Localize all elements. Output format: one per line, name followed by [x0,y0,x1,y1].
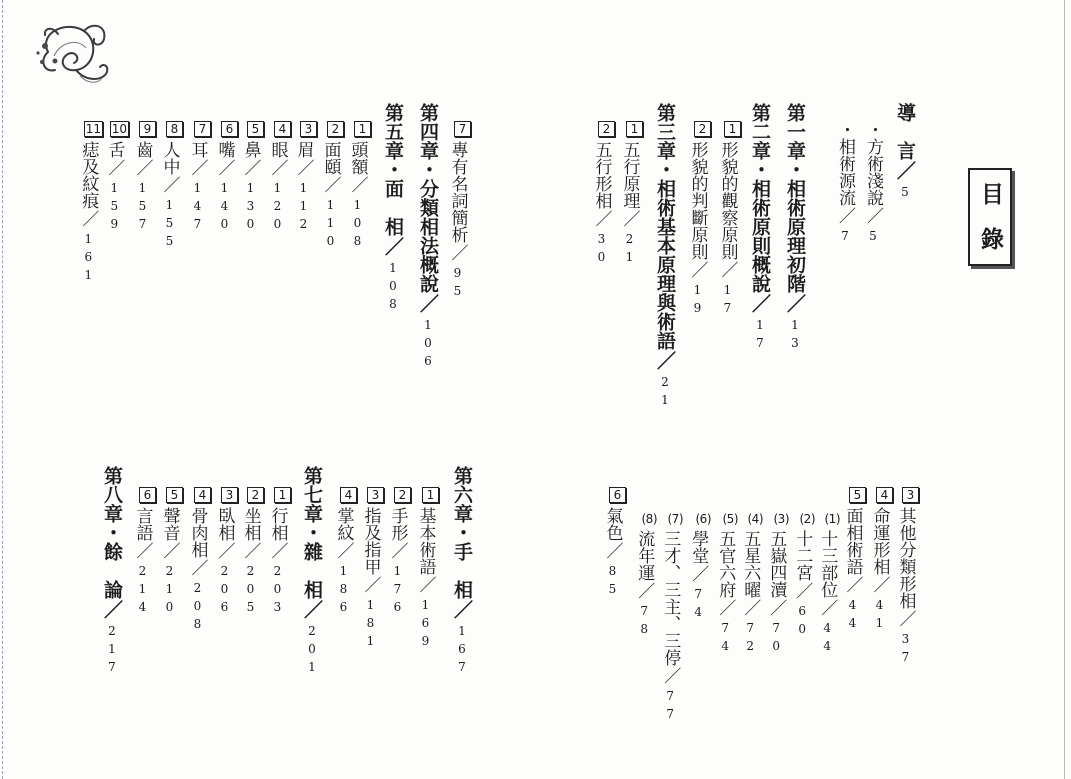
toc-item-number-box: 8 [166,121,183,137]
toc-page-number: 201 [305,624,319,678]
toc-separator: ／ [240,542,261,559]
toc-item-number-box: 9 [139,121,156,137]
toc-separator: ／ [784,294,806,313]
toc-separator: ／ [654,351,676,370]
toc-item-number-box: 4 [340,487,357,503]
toc-entry-title: 流年運 [634,530,655,581]
toc-separator: ／ [447,244,468,261]
toc-item-number-box: 5 [247,121,264,137]
toc-separator: ／ [415,576,436,593]
toc-separator: ／ [159,542,180,559]
toc-entry-title: 三才、三主、三停 [660,530,681,666]
toc-separator: ／ [817,599,838,616]
toc-separator: ／ [417,294,439,313]
toc-item-number-box: 2 [247,487,264,503]
toc-page-number: 214 [135,564,150,618]
toc-page-number: 181 [363,598,378,652]
toc-item-number-box: 2 [327,121,344,137]
toc-page-number: 44 [820,621,835,657]
toc-entry-title: 五嶽四瀆 [766,530,787,598]
toc-page-number: 108 [386,261,400,315]
toc-item-number-box: 1 [422,487,439,503]
toc-entry-title: 手形 [387,507,408,541]
toc-separator: ／ [634,582,655,599]
toc-entry-title: 氣色 [602,507,623,541]
toc-entry-title: 掌紋 [333,507,354,541]
toc-page-number: 74 [718,621,733,657]
toc-entry-title: 指及指甲 [360,507,381,575]
toc-entry [269,487,291,618]
toc-separator: ／ [78,210,99,227]
toc-page-number: 77 [663,689,678,725]
toc-chapter-heading [299,466,325,678]
toc-separator: ／ [187,159,208,176]
toc-item-number-box: 3 [367,487,384,503]
toc-separator: ／ [894,161,916,180]
toc-entry [189,487,211,635]
toc-bullet: ・ [835,121,855,138]
toc-entry-title: 鼻 [240,141,261,158]
toc-page-number: 106 [421,318,435,372]
toc-entry-title: 面相術語 [842,507,863,575]
toc-separator: ／ [715,599,736,616]
toc-page-number: 147 [190,181,205,235]
toc-entry-title: 行相 [267,507,288,541]
toc-separator: ／ [740,599,761,616]
toc-chapter-title: 第六章・手 相 [451,466,473,599]
toc-page-number: 130 [243,181,258,235]
toc-subitem-number: (7) [667,512,683,526]
toc-page-number: 21 [658,375,672,411]
toc-entry [389,487,411,618]
toc-entry-title: 五行原理 [619,141,640,209]
toc-page-number: 176 [390,564,405,618]
toc-separator: ／ [863,207,883,224]
toc-separator: ／ [619,210,640,227]
toc-separator: ／ [766,599,787,616]
toc-entry-title: 面頤 [320,141,341,175]
toc-item-number-box: 7 [194,121,211,137]
toc-subitem-number: (6) [695,512,711,526]
toc-separator: ／ [360,576,381,593]
toc-page-number: 44 [845,598,860,634]
toc-separator: ／ [132,159,153,176]
toc-separator: ／ [267,542,288,559]
toc-item-number-box: 6 [139,487,156,503]
toc-separator: ／ [591,210,612,227]
toc-entry-title: 聲音 [159,507,180,541]
toc-entry-title: 相術源流 [835,138,855,206]
toc-chapter-title: 導 言 [894,103,916,160]
toc-chapter-heading [449,466,475,678]
toc-item-number-box: 11 [85,122,101,136]
toc-entry-title: 方術淺說 [863,138,883,206]
toc-item-number-box: 4 [876,487,893,503]
toc-separator: ／ [267,159,288,176]
toc-page-number: 37 [898,632,913,668]
toc-page-number: 208 [190,581,205,635]
toc-page-number: 70 [769,621,784,657]
toc-separator: ／ [347,176,368,193]
toc-page-number: 72 [743,621,758,657]
toc-item-number-box: 6 [221,121,238,137]
toc-item-number-box: 7 [454,121,471,137]
toc-subitem-number: (2) [799,512,815,526]
toc-entry-title: 嘴 [214,141,235,158]
toc-entry [335,487,357,618]
toc-entry-title: 五行形相 [591,141,612,209]
toc-page-number: 60 [795,604,810,640]
toc-page-number: 120 [270,181,285,235]
toc-subitem-number: (5) [722,512,738,526]
toc-entry-title: 言語 [132,507,153,541]
toc-separator: ／ [895,610,916,627]
toc-page-number: 140 [217,181,232,235]
toc-item-number-box: 1 [354,121,371,137]
toc-page-number: 85 [605,564,620,600]
toc-separator: ／ [835,207,855,224]
toc-page-number: 161 [81,232,96,286]
toc-chapter-title: 第三章・相術基本原理與術語 [654,103,676,350]
toc-entry [242,487,264,618]
toc-subitem-number: (4) [747,512,763,526]
toc-entry [161,487,183,618]
toc-item-number-box: 1 [724,121,741,137]
toc-entry-title: 形貌的觀察原則 [717,141,738,260]
toc-item-number-box: 6 [609,487,626,503]
toc-separator: ／ [293,159,314,176]
toc-separator: ／ [159,176,180,193]
toc-entry-title: 基本術語 [415,507,436,575]
toc-separator: ／ [792,582,813,599]
toc-separator: ／ [320,176,341,193]
toc-page-number: 210 [162,564,177,618]
toc-page-number: 186 [336,564,351,618]
toc-chapter-title: 第五章・面 相 [382,103,404,236]
toc-chapter-title: 第八章・餘 論 [101,466,123,599]
toc-item-number-box: 4 [274,121,291,137]
toc-separator: ／ [717,261,738,278]
toc-page-number: 95 [450,266,465,302]
toc-entry-title: 齒 [132,141,153,158]
toc-page-number: 205 [243,564,258,618]
toc-page-number: 13 [788,318,802,354]
toc-entry-title: 頭額 [347,141,368,175]
toc-separator: ／ [214,542,235,559]
toc-page-number: 108 [350,198,365,252]
toc-separator: ／ [214,159,235,176]
toc-page-number: 157 [135,181,150,235]
toc-page-number: 169 [418,598,433,652]
toc-title: 目錄 [977,182,1003,272]
toc-bullet: ・ [863,121,883,138]
toc-page-number: 41 [872,598,887,634]
toc-entry-title: 舌 [104,141,125,158]
toc-separator: ／ [687,261,708,278]
toc-separator: ／ [301,600,323,619]
toc-entry-title: 學堂 [688,530,709,564]
toc-entry-title: 其他分類形相 [895,507,916,609]
toc-item-number-box: 3 [902,487,919,503]
toc-chapter-title: 第一章・相術原理初階 [784,103,806,293]
toc-page-number: 17 [753,318,767,354]
toc-chapter-title: 第二章・相術原則概說 [749,103,771,293]
toc-separator: ／ [187,559,208,576]
toc-page-number: 7 [838,229,852,247]
toc-subitem-number: (8) [641,512,657,526]
toc-item-number-box: 2 [598,121,615,137]
toc-separator: ／ [101,600,123,619]
toc-subitem-number: (3) [773,512,789,526]
toc-chapter-title: 第四章・分類相法概說 [417,103,439,293]
toc-entry [417,487,439,652]
toc-separator: ／ [387,542,408,559]
toc-entry-title: 形貌的判斷原則 [687,141,708,260]
toc-separator: ／ [132,542,153,559]
toc-page-number: 167 [455,624,469,678]
toc-page-number: 19 [690,283,705,319]
toc-separator: ／ [602,542,623,559]
toc-entry-title: 坐相 [240,507,261,541]
toc-entry-title: 臥相 [214,507,235,541]
toc-entry-title: 眉 [293,141,314,158]
toc-page-number: 21 [622,232,637,268]
toc-page-number: 110 [323,198,338,252]
toc-separator: ／ [333,542,354,559]
toc-page-number: 155 [162,198,177,252]
toc-page-number: 159 [107,181,122,235]
toc-entry-title: 骨肉相 [187,507,208,558]
toc-entry [362,487,384,652]
toc-chapter-heading [99,466,125,678]
toc-page-number: 203 [270,564,285,618]
toc-item-number-box: 2 [394,487,411,503]
toc-separator: ／ [240,159,261,176]
toc-chapter-title: 第七章・雜 相 [301,466,323,599]
toc-separator: ／ [382,237,404,256]
toc-separator: ／ [749,294,771,313]
toc-separator: ／ [869,576,890,593]
toc-page-number: 5 [898,185,912,203]
toc-item-number-box: 2 [694,121,711,137]
toc-separator: ／ [104,159,125,176]
toc-page-number: 5 [866,229,880,247]
toc-entry-title: 耳 [187,141,208,158]
toc-entry-title: 痣及紋痕 [78,141,99,209]
toc-item-number-box: 3 [221,487,238,503]
toc-page-number: 217 [105,624,119,678]
toc-page-number: 74 [691,587,706,623]
toc-entry [134,487,156,618]
toc-page-number: 30 [594,232,609,268]
toc-entry-title: 十二宮 [792,530,813,581]
toc-entry-title: 人中 [159,141,180,175]
toc-entry [216,487,238,618]
toc-entry-title: 五官六府 [715,530,736,598]
toc-page-number: 78 [637,604,652,640]
toc-entry-title: 命運形相 [869,507,890,575]
toc-entry-title: 五星六曜 [740,530,761,598]
toc-entry-title: 專有名詞簡析 [447,141,468,243]
toc-item-number-box: 10 [111,122,127,136]
toc-separator: ／ [842,576,863,593]
toc-page-number: 206 [217,564,232,618]
toc-item-number-box: 5 [166,487,183,503]
toc-page-number: 112 [296,181,311,235]
toc-separator: ／ [451,600,473,619]
toc-item-number-box: 3 [300,121,317,137]
toc-separator: ／ [688,565,709,582]
toc-entry-title: 十三部位 [817,530,838,598]
toc-item-number-box: 1 [626,121,643,137]
toc-page-number: 17 [720,283,735,319]
toc-entry-title: 眼 [267,141,288,158]
toc-separator: ／ [660,667,681,684]
toc-subitem-number: (1) [824,512,840,526]
toc-item-number-box: 1 [274,487,291,503]
toc-item-number-box: 5 [849,487,866,503]
toc-item-number-box: 4 [194,487,211,503]
